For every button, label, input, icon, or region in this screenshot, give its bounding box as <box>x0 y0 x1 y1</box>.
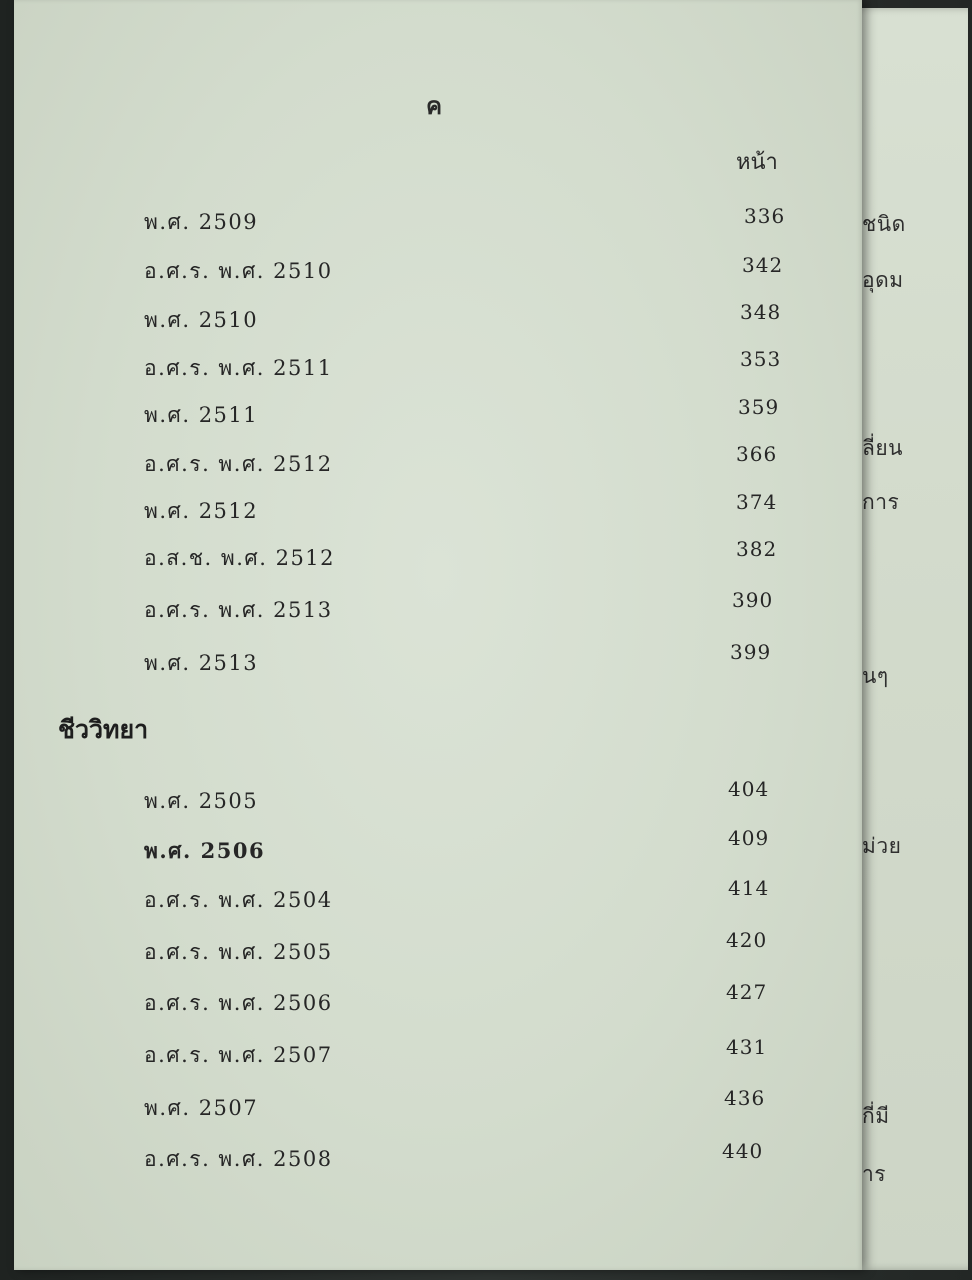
entry-page-number: 436 <box>724 1086 766 1110</box>
entry-label: อ.ศ.ร. พ.ศ. 2506 <box>144 991 333 1015</box>
back-page-fragment: การ <box>862 490 900 514</box>
entry-label: พ.ศ. 2513 <box>144 651 259 675</box>
entry-page-number: 431 <box>726 1035 768 1059</box>
entry-page-number: 348 <box>740 300 782 324</box>
entry-label: อ.ศ.ร. พ.ศ. 2510 <box>144 259 333 283</box>
entry-page-number: 366 <box>736 442 778 466</box>
entry-page-number: 359 <box>738 395 780 419</box>
back-page-fragment: ลี่ยน <box>862 436 904 460</box>
entry-label: พ.ศ. 2512 <box>144 499 259 523</box>
entry-label: พ.ศ. 2506 <box>144 838 266 863</box>
back-page-fragment: กี่มี <box>862 1104 890 1128</box>
entry-page-number: 353 <box>740 347 782 371</box>
entry-label: อ.ศ.ร. พ.ศ. 2511 <box>144 356 333 380</box>
entry-page-number: 427 <box>726 980 768 1004</box>
back-page-fragment: นๆ <box>862 664 889 688</box>
entry-label: อ.ส.ช. พ.ศ. 2512 <box>144 546 336 570</box>
entry-label: อ.ศ.ร. พ.ศ. 2507 <box>144 1043 333 1067</box>
entry-label: อ.ศ.ร. พ.ศ. 2512 <box>144 452 333 476</box>
page-letter: ค <box>426 91 443 120</box>
entry-page-number: 374 <box>736 490 778 514</box>
entry-page-number: 382 <box>736 537 778 561</box>
page-column-heading: หน้า <box>736 150 778 175</box>
entry-label: พ.ศ. 2510 <box>144 308 259 332</box>
back-page-fragment: ม่วย <box>862 834 902 858</box>
entry-page-number: 390 <box>732 588 774 612</box>
entry-label: อ.ศ.ร. พ.ศ. 2504 <box>144 888 333 912</box>
entry-page-number: 342 <box>742 253 784 277</box>
back-page-fragment: าร <box>862 1162 887 1186</box>
section-heading: ชีววิทยา <box>58 715 149 744</box>
entry-label: พ.ศ. 2511 <box>144 403 259 427</box>
entry-page-number: 336 <box>744 204 786 228</box>
entry-label: อ.ศ.ร. พ.ศ. 2513 <box>144 598 333 622</box>
entry-page-number: 414 <box>728 876 770 900</box>
entry-page-number: 440 <box>722 1139 764 1163</box>
entry-page-number: 420 <box>726 928 768 952</box>
entry-label: พ.ศ. 2507 <box>144 1096 259 1120</box>
document-page <box>14 0 862 1270</box>
entry-label: อ.ศ.ร. พ.ศ. 2508 <box>144 1147 333 1171</box>
back-page-fragment: ชนิด <box>862 212 906 236</box>
entry-label: พ.ศ. 2505 <box>144 789 259 813</box>
entry-page-number: 409 <box>728 826 770 850</box>
entry-label: พ.ศ. 2509 <box>144 210 259 234</box>
back-page-fragment: อุดม <box>862 268 904 292</box>
entry-page-number: 399 <box>730 640 772 664</box>
entry-page-number: 404 <box>728 777 770 801</box>
entry-label: อ.ศ.ร. พ.ศ. 2505 <box>144 940 333 964</box>
